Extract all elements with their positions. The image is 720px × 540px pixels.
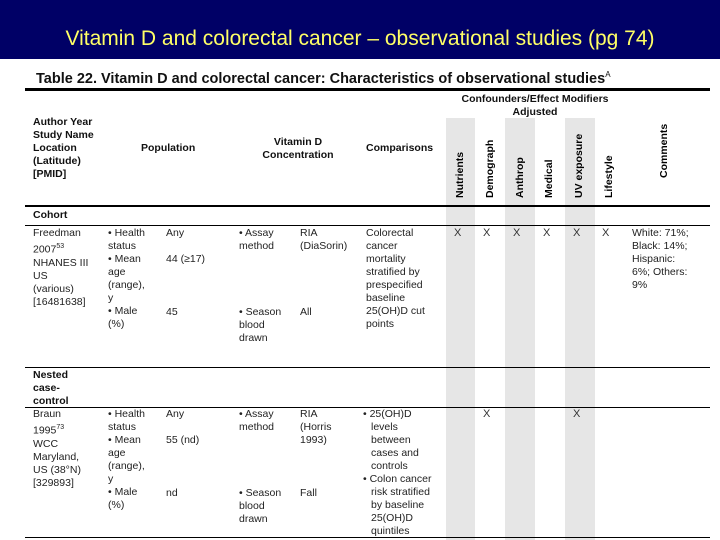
t: • Health (108, 408, 145, 420)
t: Any (166, 227, 185, 239)
pop-labels (108, 408, 145, 512)
table-caption (36, 70, 611, 87)
confounders-group-header (455, 93, 615, 119)
t: control (33, 395, 69, 407)
comparisons (363, 408, 431, 538)
t: 44 (≥17) (166, 253, 206, 265)
h: Vitamin D (273, 136, 323, 148)
t: status (108, 240, 137, 252)
t: 45 (166, 306, 178, 318)
header-population: Population (141, 142, 196, 154)
t: method (239, 240, 275, 252)
t: 6%; Others: (632, 266, 688, 278)
t: Nested (33, 369, 69, 381)
t: [16481638] (33, 295, 86, 308)
t: • Health (108, 227, 145, 239)
header-medical: Medical (543, 159, 555, 198)
t: cases and (371, 447, 419, 459)
t: drawn (239, 513, 268, 525)
t: Maryland, (33, 450, 80, 463)
mark-anthrop: X (513, 227, 521, 239)
t: • Male (108, 486, 138, 498)
group-line: Adjusted (512, 106, 558, 118)
t: age (108, 266, 126, 278)
t: 9% (632, 279, 648, 291)
rule-top (25, 88, 710, 91)
t: • Assay (239, 227, 274, 239)
header-comparisons: Comparisons (366, 142, 434, 154)
t: NHANES III (33, 256, 89, 269)
slide-header (0, 0, 720, 59)
t: blood (239, 319, 265, 331)
header-author (33, 116, 94, 181)
t: y (108, 292, 114, 304)
mark-demograph: X (483, 408, 491, 420)
mark-uv: X (573, 227, 581, 239)
vitd-vals (300, 408, 332, 447)
t: • Mean (108, 253, 141, 265)
h: Concentration (262, 149, 334, 161)
ref: 53 (56, 243, 65, 250)
t: WCC (33, 437, 59, 450)
t: by baseline (371, 499, 425, 511)
rule-header (25, 205, 710, 207)
t: baseline (366, 292, 406, 304)
t: All (300, 306, 312, 318)
t: (Horris (300, 421, 332, 433)
caption-sup: A (605, 70, 611, 79)
t: • Season (239, 487, 282, 499)
vitd-labels (239, 487, 281, 526)
t: (%) (108, 499, 125, 511)
t: 1995 (33, 424, 57, 437)
t: Black: 14%; (632, 240, 688, 252)
t: Colorectal (366, 227, 414, 239)
t: mortality (366, 253, 406, 265)
t: Braun (33, 408, 62, 420)
t: drawn (239, 332, 268, 344)
header-demograph: Demograph (484, 139, 496, 198)
row-author (33, 227, 88, 309)
t: cancer (366, 240, 398, 252)
t: case- (33, 382, 60, 394)
mark-demograph: X (483, 227, 491, 239)
rule (25, 225, 710, 226)
section-nested-case-control (33, 369, 69, 408)
slide-title: Vitamin D and colorectal cancer – observational studies (pg 74) (65, 27, 655, 50)
t: • 25(OH)D (363, 408, 412, 420)
h: Location (33, 142, 77, 154)
t: risk stratified (371, 486, 430, 498)
t: Freedman (33, 227, 81, 239)
t: prespecified (366, 279, 423, 291)
t: Hispanic: (632, 253, 676, 265)
t: points (366, 318, 395, 330)
t: (range), (108, 279, 145, 291)
t: [329893] (33, 476, 74, 489)
t: (various) (33, 282, 74, 295)
t: between (371, 434, 411, 446)
comparisons (366, 227, 425, 331)
vitd-labels (239, 306, 281, 345)
t: • Colon cancer (363, 473, 432, 485)
t: White: 71%; (632, 227, 689, 239)
t: • Assay (239, 408, 274, 420)
rule-bottom (25, 537, 710, 538)
t: controls (371, 460, 408, 472)
t: RIA (300, 408, 318, 420)
header-vitd (255, 136, 341, 162)
t: method (239, 421, 275, 433)
caption-text: Table 22. Vitamin D and colorectal cancer: Characteristics of observational studies (36, 70, 606, 87)
comments (632, 227, 689, 292)
mark-nutrients: X (454, 227, 462, 239)
t: US (33, 269, 48, 282)
t: • Season (239, 306, 282, 318)
t: • Mean (108, 434, 141, 446)
vitd-labels (239, 408, 274, 434)
vitd-labels (239, 227, 274, 253)
t: quintiles (371, 525, 410, 537)
t: age (108, 447, 126, 459)
t: 25(OH)D cut (366, 305, 425, 317)
t: US (38°N) (33, 463, 81, 476)
pop-labels (108, 227, 145, 331)
t: Fall (300, 487, 317, 499)
h: [PMID] (33, 168, 67, 180)
ref: 73 (56, 424, 65, 431)
mark-uv: X (573, 408, 581, 420)
rule (25, 367, 710, 368)
group-line: Confounders/Effect Modifiers (461, 93, 609, 105)
t: y (108, 473, 114, 485)
t: levels (371, 421, 398, 433)
row-author (33, 408, 81, 490)
t: 2007 (33, 243, 57, 256)
header-uv: UV exposure (573, 133, 585, 198)
t: 55 (nd) (166, 434, 200, 446)
t: status (108, 421, 137, 433)
header-anthrop: Anthrop (514, 157, 526, 198)
t: RIA (300, 227, 318, 239)
mark-medical: X (543, 227, 551, 239)
h: Study Name (33, 129, 94, 141)
mark-lifestyle: X (602, 227, 610, 239)
header-lifestyle: Lifestyle (603, 155, 615, 198)
t: (range), (108, 460, 145, 472)
h: (Latitude) (33, 155, 81, 167)
section-cohort: Cohort (33, 209, 68, 221)
t: stratified by (366, 266, 420, 278)
header-nutrients: Nutrients (454, 151, 466, 198)
h: Author Year (33, 116, 93, 128)
vitd-vals (300, 227, 347, 253)
t: 25(OH)D (371, 512, 414, 524)
t: nd (166, 487, 178, 499)
t: 1993) (300, 434, 327, 446)
t: Any (166, 408, 185, 420)
t: • Male (108, 305, 138, 317)
t: blood (239, 500, 265, 512)
t: (DiaSorin) (300, 240, 348, 252)
header-comments: Comments (658, 123, 670, 178)
t: (%) (108, 318, 125, 330)
